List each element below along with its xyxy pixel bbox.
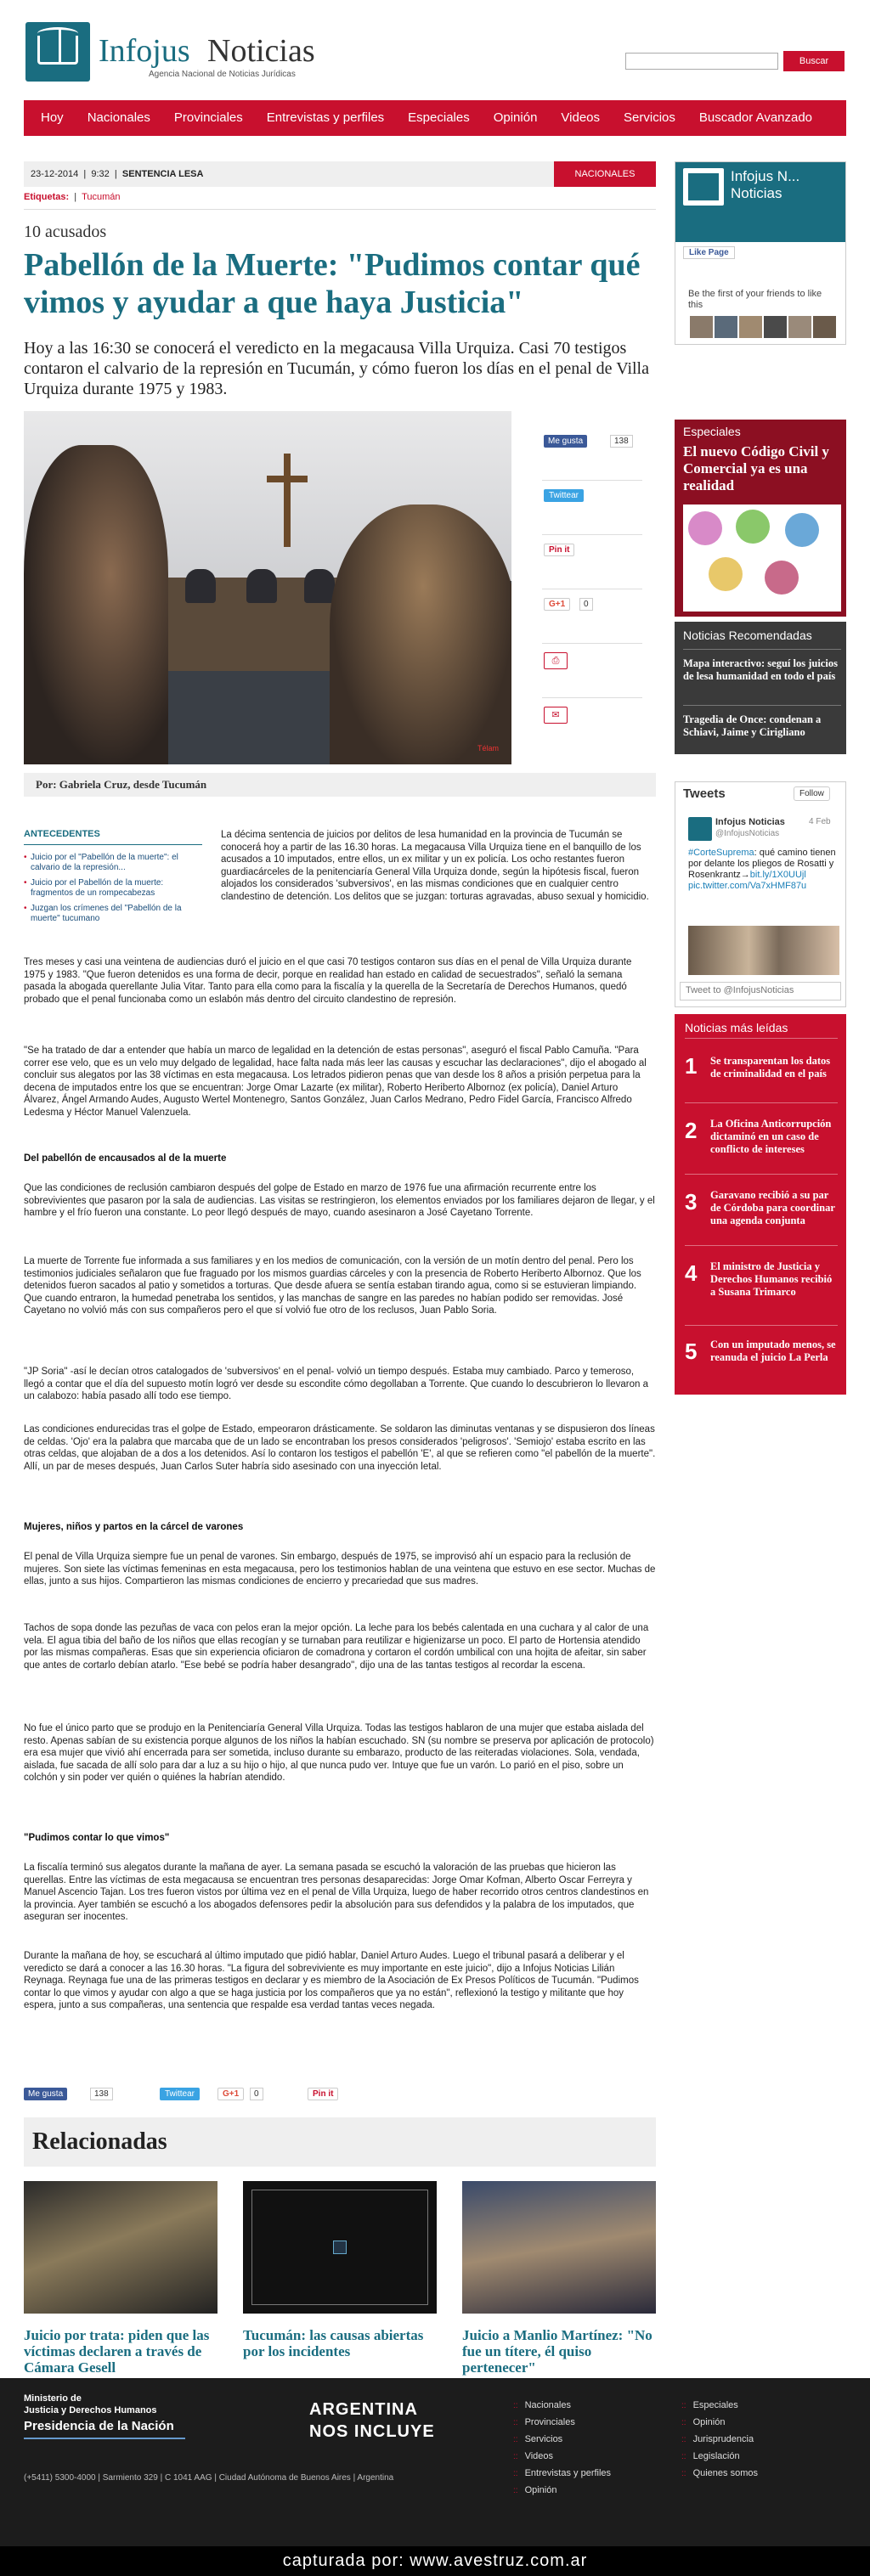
tweet-text — [688, 848, 841, 892]
article-paragraph: La muerte de Torrente fue informada a sus familiares y en los medios de comunicación, con la versión de un motín dentro del penal. Pero los testimonios judiciales señalaron que fue fraguado por los mismos guardias cárceles y con la presencia de Roberto Heriberto Albornoz. Que los detenidos fueron sacados al patio y sometidos a torturas. Que desde afuera se sentía estaban tirando agua, como si se estuvieran limpiando. Que cuando entraron, la humedad penetraba los sentidos, y las manchas de sangre en las paredes no habían podido ser removidas. José Cayetano no volvió más con sus compañeros pero el que sí volvió fue otro de los reclusos, Juan Pablo Soria. — [24, 1256, 641, 1316]
nav-item-opinion[interactable]: Opinión — [493, 110, 538, 125]
main-nav — [24, 100, 846, 136]
pinterest-button[interactable]: Pin it — [544, 544, 574, 556]
tag-link[interactable]: Tucumán — [82, 192, 121, 202]
footer-ministry-line1: Ministerio de — [24, 2393, 82, 2404]
popular-rank: 5 — [685, 1339, 698, 1364]
article-paragraph: No fue el único parto que se produjo en la Penitenciaría General Villa Urquiza. Todas las testigos hablaron de una mujer que estaba aislada del resto. Apenas sabían de su existencia porque algunos de los niños la habían escuchado. SN (su nombre se preserva por aplicación de protocolo) era esa mujer que vivió ahí encerrada para ser sometida, incluso durante su embarazo, producto de las reiteradas violaciones. Sola, vendada, aislada, fue sacada de allí solo para dar a luz a su hijo o hijo, al que nunca pudo ver. Intuye que fue un varón. Lo parió en el piso, sobre un colchón y sin poder ver quién o quiénes la habrían atendido. — [24, 1723, 654, 1784]
article-paragraph: "JP Soria" -así le decían otros catalogados de 'subversivos' en el penal- volvió un tiempo después. Estaba muy cambiado. Parco y temeroso, llegó a contar que el día del supuesto motín logró ver desde su escondite cómo degollaban a Torrente. Que cuando lo descubrieron lo llevaron a un calabozo: había pasado allí todo ese tiempo. — [24, 1367, 648, 1402]
article-paragraph: La fiscalía terminó sus alegatos durante la mañana de ayer. La semana pasada se escuchó la valoración de las pruebas que hicieron las querellas. Entre las víctimas de esta megacausa se encuentran tres personas desaparecidas: Jorge Omar Kofman, Alberto Oscar Ferreyra y Manuel Ascencio Tajan. Los tres fueron vistos por última vez en el penal de Villa Urquiza, luego de haber recorrido otros centros clandestinos en la provincia. Ayer también se escuchó a los abogados defensores pedir la absolución para sus defendidos y la palabra de los imputados, que aseguran ser inocentes. — [24, 1863, 649, 1923]
divider — [685, 1102, 838, 1103]
nav-item-buscador[interactable]: Buscador Avanzado — [698, 110, 813, 125]
pinterest-button[interactable]: Pin it — [308, 2088, 338, 2100]
nav-item-provinciales[interactable]: Provinciales — [173, 110, 243, 125]
recomendada-link[interactable]: Tragedia de Once: condenan a Schiavi, Jaime y Cirigliano — [683, 713, 822, 738]
facebook-like-count: 138 — [90, 2088, 113, 2100]
brand-name-part2[interactable]: Noticias — [207, 33, 315, 69]
footer-link[interactable]: :: Jurisprudencia — [681, 2434, 754, 2444]
antecedentes-list — [24, 853, 202, 929]
related-link[interactable]: Tucumán: las causas abiertas por los incidentes — [243, 2327, 424, 2359]
tweet-image[interactable] — [688, 926, 839, 975]
share-bar-bottom — [24, 2086, 364, 2106]
capture-watermark: capturada por: www.avestruz.com.ar — [0, 2546, 870, 2576]
twitter-handle[interactable]: @InfojusNoticias — [715, 829, 780, 838]
popular-link[interactable]: El ministro de Justicia y Derechos Humanos recibió a Susana Trimarco — [710, 1260, 833, 1298]
related-title: Relacionadas — [24, 2117, 656, 2167]
especiales-headline[interactable]: El nuevo Código Civil y Comercial ya es una realidad — [683, 443, 829, 493]
popular-rank: 1 — [685, 1053, 698, 1079]
facebook-page-avatar[interactable] — [683, 168, 724, 206]
twitter-avatar[interactable] — [688, 817, 712, 841]
tweets-title: Tweets — [683, 786, 726, 801]
related-link[interactable]: Juicio por trata: piden que las víctimas declaren a través de Cámara Gesell — [24, 2327, 210, 2376]
footer-link[interactable]: :: Entrevistas y perfiles — [513, 2468, 611, 2478]
article-kicker: 10 acusados — [24, 223, 107, 241]
nav-item-entrevistas[interactable]: Entrevistas y perfiles — [266, 110, 385, 125]
popular-rank: 4 — [685, 1260, 698, 1286]
tweet-button[interactable]: Twittear — [544, 489, 584, 502]
antecedente-link[interactable]: • Juicio por el Pabellón de la muerte: fragmentos de un rompecabezas — [24, 878, 202, 899]
article-paragraph: Tres meses y casi una veintena de audiencias duró el juicio en el que casi 70 testigos contaron sus días en el penal de Villa Urquiza durante 1975 y 1983. "Que fueron detenidos es una forma de decir, porque en realidad han estado en calidad de secuestrados", señaló la semana pasada la abogada querellante Julia Vitar. Tanto para ella como para la fiscalía y la querella de la Secretaría de Derechos Humanos, quedó probado que el penal funcionaba como un eslabón más dentro del circuito clandestino de represión. — [24, 957, 632, 1005]
facebook-like-count: 138 — [610, 435, 633, 448]
tweet-body: : qué camino tienen por delante los pliegos de Rosatti y Rosenkrantz→ — [688, 848, 836, 880]
nav-item-especiales[interactable]: Especiales — [408, 110, 470, 125]
divider — [683, 649, 841, 650]
mail-icon[interactable]: ✉ — [544, 707, 568, 724]
footer-link[interactable]: :: Nacionales — [513, 2400, 571, 2410]
footer-link[interactable]: :: Opinión — [681, 2417, 725, 2427]
facebook-page-sub: Noticias — [731, 185, 782, 201]
article-subhead: "Pudimos contar lo que vimos" — [24, 1833, 170, 1843]
footer-presidency: Presidencia de la Nación — [24, 2419, 174, 2433]
divider — [683, 705, 841, 706]
related-image[interactable] — [462, 2181, 656, 2314]
nav-item-nacionales[interactable]: Nacionales — [87, 110, 150, 125]
article-paragraph: El penal de Villa Urquiza siempre fue un penal de varones. Sin embargo, después de 1975, se improvisó ahí un espacio para la reclusión de mujeres. Son siete las víctimas femeninas en esta megacausa, pero los testimonios hablan de una veintena que estuvo en ese sector. Muchas de ellas, junto a sus hijos. Compartieron las mismas condiciones de encierro y precariedad que sus madres. — [24, 1552, 656, 1587]
article-paragraph: Durante la mañana de hoy, se escuchará al último imputado que pidió hablar, Daniel Arturo Audes. Luego el tribunal pasará a deliberar y el veredicto se dará a conocer a las 16.30 horas. "La figura del sobreviviente es muy importante en este juicio", dijo a Infojus Noticias Lilián Reynaga. Reynaga fue una de las primeras testigos en declarar y es miembro de la Asociación de Ex Presos Políticos de Tucumán. "Pudimos contar lo que vimos y ayudar con algo a que se haga justicia por los compañeros que ya no están", reflexionó la testigo y militante que hoy espera, junto a sus compañeras, una sentencia que respalde esa verdad tantas veces negada. — [24, 1951, 639, 2011]
popular-link[interactable]: Garavano recibió a su par de Córdoba para coordinar una agenda conjunta — [710, 1189, 835, 1226]
popular-link[interactable]: Con un imputado menos, se reanuda el juicio La Perla — [710, 1339, 836, 1363]
article-paragraph: Que las condiciones de reclusión cambiaron después del golpe de Estado en marzo de 1976 fue una afirmación recurrente entre los sobrevivientes que pasaron por la sala de audiencias. Las visitas se restringieron, los elementos enviados por los familiares dejaron de llegar, y el hambre y el frío fueron una constante. Lo peor llegó después de mayo, cuando asesinaron a José Cayetano Torrente. — [24, 1183, 655, 1219]
tags-label: Etiquetas: — [24, 192, 70, 202]
google-plus-count: 0 — [250, 2088, 263, 2100]
facebook-friends-avatars — [690, 316, 836, 338]
footer-link[interactable]: :: Legislación — [681, 2451, 740, 2461]
article-meta: 23-12-2014 | 9:32 | SENTENCIA LESA — [24, 161, 656, 187]
footer-slogan-line1: ARGENTINA — [309, 2400, 418, 2419]
tweet-hashtag[interactable]: #CorteSuprema — [688, 848, 754, 858]
footer-link[interactable]: :: Provinciales — [513, 2417, 575, 2427]
article-paragraph: "Se ha tratado de dar a entender que había un marco de legalidad en la detención de estas personas", aseguró el fiscal Pablo Camuña. "Para correr ese velo, que es un velo muy delgado de legalidad, hace falta nada más leer las causas y escuchar las declaraciones", dijo el abogado al concluir sus alegatos por las 38 víctimas en esta megacausa. Los letrados pidieron penas que van desde los 8 años a prisión perpetua para la decena de imputados entre los que se encuentran: Jorge Omar Lazarte (ex militar), Roberto Heriberto Albornoz (ex policía), Daniel Arturo Álvarez, Ángel Armando Audes, Augusto Wertel Montenegro, Santos González, Juan Carlos Medrano, Pedro Fidel García, Francisco Alfredo Ledesma y Héctor Manuel Valenzuela. — [24, 1046, 647, 1118]
section-badge[interactable]: NACIONALES — [554, 161, 656, 187]
related-link[interactable]: Juicio a Manlio Martínez: "No fue un títere, él quiso pertenecer" — [462, 2327, 652, 2376]
popular-rank: 2 — [685, 1118, 698, 1143]
popular-link[interactable]: Se transparentan los datos de criminalidad en el país — [710, 1055, 831, 1079]
tweet-to-input[interactable]: Tweet to @InfojusNoticias — [680, 982, 841, 1001]
especiales-title: Especiales — [683, 425, 741, 438]
popular-rank: 3 — [685, 1189, 698, 1215]
tags-row: Etiquetas: | Tucumán — [24, 192, 121, 202]
antecedentes-title: ANTECEDENTES — [24, 829, 100, 839]
recomendada-link[interactable]: Mapa interactivo: seguí los juicios de lesa humanidad en todo el país — [683, 657, 838, 682]
footer-link[interactable]: :: Videos — [513, 2451, 553, 2461]
article-title: Pabellón de la Muerte: "Pudimos contar qué vimos y ayudar a que haya Justicia" — [24, 247, 641, 320]
article-byline: Por: Gabriela Cruz, desde Tucumán — [24, 773, 656, 797]
nav-item-servicios[interactable]: Servicios — [624, 110, 675, 125]
tweet-button[interactable]: Twittear — [160, 2088, 200, 2100]
tweet-link[interactable]: pic.twitter.com/Va7xHMF87u — [688, 881, 807, 891]
popular-link[interactable]: La Oficina Anticorrupción dictaminó en un caso de conflicto de intereses — [710, 1118, 832, 1155]
antecedente-link[interactable]: • Juicio por el "Pabellón de la muerte": el calvario de la represión... — [24, 853, 202, 873]
google-plus-button[interactable]: G+1 — [218, 2088, 244, 2100]
antecedente-link[interactable]: • Juzgan los crímenes del "Pabellón de la muerte" tucumano — [24, 904, 202, 924]
twitter-account-name[interactable]: Infojus Noticias — [715, 817, 785, 827]
especiales-image[interactable] — [683, 504, 841, 612]
article-subhead: Del pabellón de encausados al de la muerte — [24, 1153, 227, 1164]
article-subhead: Mujeres, niños y partos en la cárcel de varones — [24, 1522, 244, 1532]
tweet-date: 4 Feb — [809, 817, 831, 826]
article-time: 9:32 — [91, 169, 110, 179]
twitter-follow-button[interactable]: Follow — [794, 786, 830, 801]
footer-slogan-line2: NOS INCLUYE — [309, 2422, 435, 2441]
article-lead: Hoy a las 16:30 se conocerá el veredicto en la megacausa Villa Urquiza. Casi 70 testigos contaron el calvario de la represión en Tucumán, y cómo fueron los días en el penal de Villa Urquiza durante 1975 y 1983. — [24, 339, 649, 398]
search-input[interactable] — [625, 53, 778, 70]
related-image[interactable] — [243, 2181, 437, 2314]
footer-link[interactable]: :: Quienes somos — [681, 2468, 758, 2478]
related-image[interactable] — [24, 2181, 218, 2314]
divider — [685, 1325, 838, 1326]
article-paragraph: Las condiciones endurecidas tras el golpe de Estado, empeoraron drásticamente. Se soldaron las diminutas ventanas y se dispusieron dos líneas de celdas. 'Ojo' era la palabra que marcaba que de un lado se encontraban los presos considerados 'peligrosos'. 'Semiojo' estaba escrito en las otras celdas, que alojaban de a dos a los detenidos. Así lo contaron los testigos el pabellón 'E', al que se refieren como "el pabellón de la muerte". Allí, un par de meses después, Juan Carlos Suter habría sido asesinado con una inyección letal. — [24, 1424, 656, 1472]
footer-address: (+5411) 5300-4000 | Sarmiento 329 | C 1041 AAG | Ciudad Autónoma de Buenos Aires | Argentina — [24, 2473, 394, 2483]
facebook-page-name[interactable]: Infojus N... — [731, 168, 800, 184]
facebook-like-button[interactable]: Me gusta — [24, 2088, 67, 2100]
brand-subtitle: Agencia Nacional de Noticias Jurídicas — [149, 70, 296, 79]
footer-link[interactable]: :: Opinión — [513, 2485, 556, 2495]
divider — [24, 209, 656, 210]
facebook-friends-text: Be the first of your friends to like this — [688, 289, 822, 310]
divider — [24, 2438, 185, 2439]
photo-credit: Télam — [477, 744, 500, 753]
site-logo[interactable] — [25, 22, 90, 82]
footer-link[interactable]: :: Especiales — [681, 2400, 738, 2410]
article-paragraph: Tachos de sopa donde las pezuñas de vaca con pelos eran la mejor opción. La leche para los bebés calentada en una cuchara y al calor de una vela. El agua tibia del baño de los niños que ellas recogían y se turnaban para reutilizar e higienizarse un poco. El parto de Hortensia atendido por las mismas compañeras. Esas que sin experiencia oficiaron de comadrona y cortaron el cordón umbilical con una hojita de afeitar, sin saber que antes de cortarlo debían atarlo. "Ese bebé se podría haber desangrado", dijo una de las tantas testigos al recordar la escena. — [24, 1623, 649, 1671]
google-plus-button[interactable]: G+1 — [544, 598, 570, 611]
popular-title: Noticias más leídas — [685, 1021, 788, 1034]
google-plus-count: 0 — [579, 598, 593, 611]
facebook-like-button[interactable]: Me gusta — [544, 435, 587, 448]
article-date: 23-12-2014 — [31, 169, 79, 179]
print-icon[interactable]: ⎙ — [544, 652, 568, 669]
divider — [685, 1038, 838, 1039]
brand-name-part1[interactable]: Infojus — [99, 33, 190, 69]
facebook-like-page-button[interactable]: Like Page — [683, 246, 735, 259]
footer-link[interactable]: :: Servicios — [513, 2434, 562, 2444]
article-type: SENTENCIA LESA — [121, 169, 204, 179]
nav-item-hoy[interactable]: Hoy — [41, 110, 64, 125]
search-button[interactable]: Buscar — [783, 51, 845, 71]
tweet-link[interactable]: bit.ly/1X0UUjl — [749, 870, 806, 880]
footer-ministry-line2: Justicia y Derechos Humanos — [24, 2405, 157, 2415]
recomendadas-title: Noticias Recomendadas — [683, 628, 812, 642]
article-photo — [24, 411, 511, 764]
divider — [685, 1174, 838, 1175]
divider — [24, 844, 202, 845]
article-paragraph: La décima sentencia de juicios por delitos de lesa humanidad en la provincia de Tucumán se conocerá hoy a partir de las 16.30 horas. La megacausa Villa Urquiza tiene en el banquillo de los acusados a 10 imputados, entre ellos, un ex militar y un ex policía. Los ocho restantes fueron guardiacárceles de la penitenciaría General Villa Urquiza donde, según la hipótesis fiscal, fueron alojados los considerados 'subversivos', en las mismas condiciones que en cualquier centro clandestino de detención. Los delitos que se juzgan: torturas agravadas, abuso sexual y homicidio. — [221, 830, 649, 902]
nav-item-videos[interactable]: Videos — [561, 110, 601, 125]
divider — [685, 1245, 838, 1246]
